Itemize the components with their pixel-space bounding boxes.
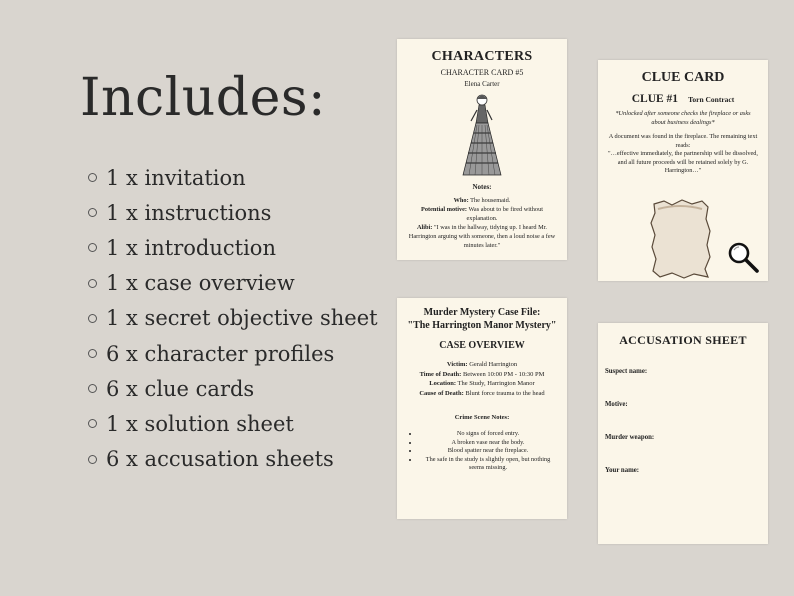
card-title: CLUE CARD <box>641 70 725 85</box>
crime-scene-heading: Crime Scene Notes: <box>454 414 510 421</box>
case-overview-card <box>397 298 567 519</box>
list-item: • A broken vase near the body. <box>419 439 557 448</box>
character-motive: Potential motive: Was about to be fired without explanation. <box>421 206 543 222</box>
circle-bullet-icon <box>88 173 97 182</box>
victorian-woman-illustration <box>457 91 507 177</box>
includes-list <box>88 160 378 477</box>
card-title: ACCUSATION SHEET <box>619 333 747 347</box>
list-item: 1 x invitation <box>88 160 378 195</box>
crime-scene-list <box>397 430 567 473</box>
list-item: 6 x accusation sheets <box>88 442 378 477</box>
clue-quote: "…effective immediately, the partnership will be dissolved, and all future proceeds will be retained solely by G. Harrington…" <box>608 150 758 174</box>
case-file-title: Murder Mystery Case File: "The Harrington Manor Mystery" <box>407 307 557 331</box>
magnifying-glass-icon <box>726 240 760 274</box>
list-item: 1 x instructions <box>88 195 378 230</box>
character-card <box>397 39 567 260</box>
list-item: 6 x character profiles <box>88 336 378 371</box>
list-item: • The safe in the study is slightly open, but nothing seems missing. <box>419 456 557 473</box>
circle-bullet-icon <box>88 419 97 428</box>
field-label: Motive: <box>605 401 628 408</box>
accusation-fields <box>598 368 768 500</box>
card-subtitle: CHARACTER CARD #5 <box>440 68 524 77</box>
circle-bullet-icon <box>88 349 97 358</box>
circle-bullet-icon <box>88 384 97 393</box>
clue-number: CLUE #1 <box>631 93 679 105</box>
circle-bullet-icon <box>88 279 97 288</box>
list-item: 1 x case overview <box>88 266 378 301</box>
accusation-sheet-card <box>598 323 768 544</box>
clue-text: A document was found in the fireplace. The remaining text reads: <box>608 133 758 149</box>
includes-heading: Includes: <box>80 68 327 128</box>
field-label: Your name: <box>605 467 640 474</box>
clue-unlock-note: *Unlocked after someone checks the fireplace or asks about business dealings* <box>615 110 751 126</box>
card-title: CHARACTERS <box>431 49 533 64</box>
notes-heading: Notes: <box>472 183 492 191</box>
circle-bullet-icon <box>88 208 97 217</box>
case-facts: Victim: Gerald Harrington Time of Death: Between 10:00 PM - 10:30 PM Location: The Study, Harrington Manor Cause of Death: Blunt force trauma to the head <box>419 361 545 397</box>
character-name: Elena Carter <box>464 80 500 88</box>
clue-header <box>598 93 768 105</box>
field-label: Suspect name: <box>605 368 648 375</box>
list-item: 1 x solution sheet <box>88 406 378 441</box>
clue-card <box>598 60 768 281</box>
circle-bullet-icon <box>88 314 97 323</box>
case-overview-heading: CASE OVERVIEW <box>439 340 525 351</box>
list-item: • Blood spatter near the fireplace. <box>419 447 557 456</box>
circle-bullet-icon <box>88 455 97 464</box>
character-alibi: Alibi: "I was in the hallway, tidying up. I heard Mr. Harrington arguing with someone, then a loud noise a few minutes later." <box>408 224 556 249</box>
field-label: Murder weapon: <box>605 434 655 441</box>
list-item: • No signs of forced entry. <box>419 430 557 439</box>
list-item: 1 x secret objective sheet <box>88 301 378 336</box>
list-item: 6 x clue cards <box>88 371 378 406</box>
circle-bullet-icon <box>88 243 97 252</box>
character-who: Who: The housemaid. <box>453 197 511 204</box>
torn-paper-illustration <box>650 199 712 279</box>
clue-title: Torn Contract <box>688 95 735 104</box>
list-item: 1 x introduction <box>88 230 378 265</box>
